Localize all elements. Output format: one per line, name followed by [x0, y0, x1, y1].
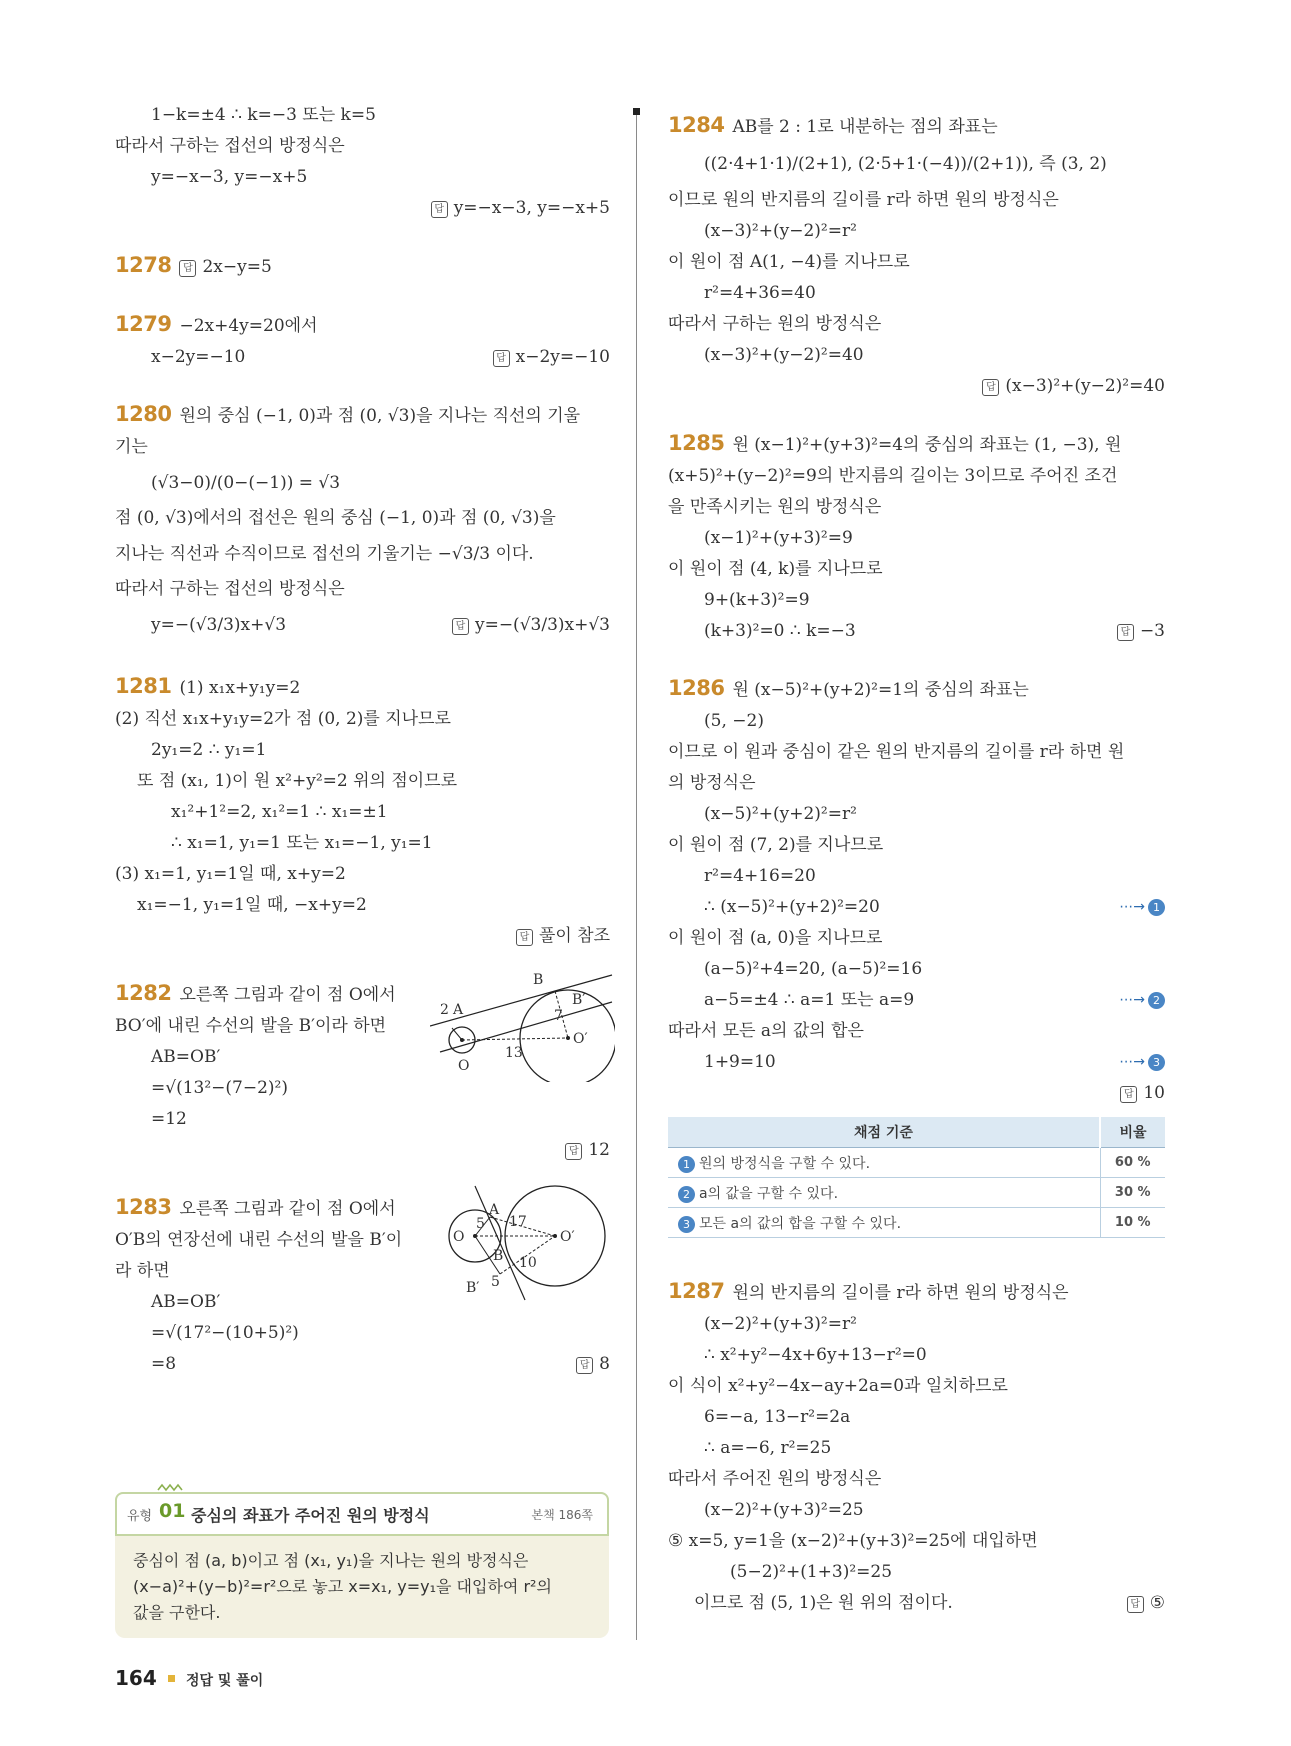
problem-text: AB를 2 : 1로 내분하는 점의 좌표는: [732, 117, 998, 137]
text-line: ⑤ x=5, y=1을 (x−2)²+(y+3)²=25에 대입하면: [668, 1531, 1038, 1551]
criterion-text: 원의 방정식을 구할 수 있다.: [699, 1155, 871, 1172]
answer: [576, 1349, 610, 1380]
fig-label-2: 2: [440, 1002, 449, 1018]
equation: 1+9=10: [704, 1052, 776, 1072]
equation: 9+(k+3)²=9: [704, 590, 810, 610]
answer: [516, 921, 610, 952]
table-row: [668, 1208, 1165, 1238]
text-line: 따라서 구하는 접선의 방정식은: [115, 579, 345, 599]
fig-label-17: 17: [509, 1214, 527, 1230]
text-line: 1−k=±4 ∴ k=−3 또는 k=5: [151, 105, 376, 125]
answer-icon: 답: [452, 618, 469, 635]
answer-line: [115, 921, 610, 952]
equation: (k+3)²=0 ∴ k=−3: [704, 621, 856, 641]
equation: (√3−0)/(0−(−1)) = √3: [151, 473, 341, 493]
equation: AB=OB′: [151, 1047, 221, 1067]
text-line: x₁=−1, y₁=1일 때, −x+y=2: [137, 895, 367, 915]
problem-number: 1278: [115, 253, 172, 277]
fig-label-7: 7: [554, 1008, 563, 1024]
text-line: 점 (0, √3)에서의 접선은 원의 중심 (−1, 0)과 점 (0, √3)을: [115, 508, 556, 528]
equation: ∴ a=−6, r²=25: [704, 1438, 832, 1458]
fig-label-5b: 5: [491, 1274, 500, 1290]
type-box: [115, 1492, 609, 1638]
text-line: 이므로 이 원과 중심이 같은 원의 반지름의 길이를 r라 하면 원: [668, 742, 1125, 762]
answer-icon: 답: [493, 350, 510, 367]
text-line: 의 방정식은: [668, 773, 756, 793]
text-line: 기는: [115, 437, 148, 457]
text-line: 이 원이 점 (7, 2)를 지나므로: [668, 835, 884, 855]
answer-icon: 답: [565, 1143, 582, 1160]
fig-label-O-prime: O′: [560, 1229, 575, 1245]
problem-1283: [115, 1192, 610, 1380]
problem-1285: [668, 428, 1165, 461]
text-line: 따라서 구하는 접선의 방정식은: [115, 136, 345, 156]
table-cell: 30 %: [1100, 1178, 1165, 1208]
answer-icon: 답: [1120, 1086, 1137, 1103]
answer-icon: 답: [516, 929, 533, 946]
text-line: 따라서 구하는 원의 방정식은: [668, 314, 882, 334]
step-mark-2: ⋯→ 2: [1119, 985, 1165, 1016]
table-row: [668, 1178, 1165, 1208]
equation-line: [668, 985, 1165, 1016]
text-line: 이 원이 점 A(1, −4)를 지나므로: [668, 252, 910, 272]
problem-text: 원 (x−1)²+(y+3)²=4의 중심의 좌표는 (1, −3), 원: [732, 435, 1122, 455]
answer: [1117, 616, 1165, 647]
equation: ∴ x₁=1, y₁=1 또는 x₁=−1, y₁=1: [171, 833, 433, 853]
text-line: BO′에 내린 수선의 발을 B′이라 하면: [115, 1016, 387, 1036]
answer-icon: 답: [1117, 624, 1134, 641]
column-divider: [636, 110, 637, 1640]
problem-1278: [115, 250, 610, 283]
text-line: 따라서 모든 a의 값의 합은: [668, 1021, 864, 1041]
step-number: 2: [1148, 992, 1165, 1009]
problem-number: 1284: [668, 113, 725, 137]
answer-icon: 답: [179, 260, 196, 277]
problem-number: 1280: [115, 402, 172, 426]
problem-text: 원의 반지름의 길이를 r라 하면 원의 방정식은: [732, 1283, 1069, 1303]
equation: (x−1)²+(y+3)²=9: [704, 528, 853, 548]
text-line: (3) x₁=1, y₁=1일 때, x+y=2: [115, 864, 346, 884]
equation: ∴ (x−5)²+(y+2)²=20: [704, 897, 880, 917]
table-cell: 2 a의 값을 구할 수 있다.: [668, 1178, 1100, 1208]
answer: [1120, 1078, 1165, 1109]
criterion-text: a의 값을 구할 수 있다.: [699, 1185, 839, 1202]
text-line: (2) 직선 x₁x+y₁y=2가 점 (0, 2)를 지나므로: [115, 709, 451, 729]
problem-1287: [668, 1276, 1165, 1309]
equation: (x−3)²+(y−2)²=r²: [704, 221, 857, 241]
equation: x₁²+1²=2, x₁²=1 ∴ x₁=±1: [171, 802, 388, 822]
problem-number: 1281: [115, 674, 172, 698]
equation-line: [668, 1588, 1165, 1619]
footer-square-icon: [168, 1675, 175, 1682]
answer: [565, 1135, 610, 1166]
answer-line: [115, 193, 610, 224]
equation-line: [115, 605, 610, 645]
fig-label-B-prime: B′: [466, 1280, 480, 1296]
equation-line: [668, 1047, 1165, 1078]
answer-text: (x−3)²+(y−2)²=40: [1005, 376, 1165, 396]
equation: ∴ x²+y²−4x+6y+13−r²=0: [704, 1345, 927, 1365]
answer-line: [668, 1078, 1165, 1109]
problem-number: 1287: [668, 1279, 725, 1303]
fig-label-5a: 5: [476, 1216, 485, 1232]
answer-line: [115, 1135, 610, 1166]
equation: r²=4+36=40: [704, 283, 816, 303]
equation-line: [668, 616, 1165, 647]
answer-icon: 답: [1127, 1596, 1144, 1613]
equation: (5−2)²+(1+3)²=25: [730, 1562, 893, 1582]
fig-label-O: O: [458, 1058, 470, 1074]
table-header: 채점 기준: [668, 1117, 1100, 1148]
table-cell: 3 모든 a의 값의 합을 구할 수 있다.: [668, 1208, 1100, 1238]
text-line: 지나는 직선과 수직이므로 접선의 기울기는 −√3/3 이다.: [115, 544, 534, 564]
step-number: 3: [1148, 1054, 1165, 1071]
table-header-row: [668, 1117, 1165, 1148]
problem-text: 오른쪽 그림과 같이 점 O에서: [179, 1199, 396, 1219]
answer: [452, 605, 610, 645]
tangent-figure-1283: [443, 1184, 613, 1309]
text-line: 이 원이 점 (a, 0)을 지나므로: [668, 928, 883, 948]
equation-line: [115, 342, 610, 373]
equation: a−5=±4 ∴ a=1 또는 a=9: [704, 990, 915, 1010]
step-number: 1: [1148, 899, 1165, 916]
answer-icon: 답: [982, 379, 999, 396]
table-row: [668, 1148, 1165, 1178]
answer: [982, 371, 1165, 402]
text-line: 라 하면: [115, 1261, 170, 1281]
type-ref: 본책 186쪽: [531, 1508, 593, 1522]
answer: [431, 193, 610, 224]
answer: [1127, 1588, 1165, 1619]
equation: (x−3)²+(y−2)²=40: [704, 345, 864, 365]
type-label: 유형: [127, 1509, 153, 1524]
step-mark-3: ⋯→ 3: [1119, 1047, 1165, 1078]
text-line: 이 식이 x²+y²−4x−ay+2a=0과 일치하므로: [668, 1376, 1008, 1396]
text-line: 이므로 점 (5, 1)은 원 위의 점이다.: [694, 1593, 953, 1613]
fig-label-A: A: [453, 1002, 464, 1018]
type-text: (x−a)²+(y−b)²=r²으로 놓고 x=x₁, y=y₁을 대입하여 r²의: [133, 1577, 552, 1596]
problem-1280: [115, 399, 610, 432]
problem-1286: [668, 673, 1165, 706]
equation: ((2·4+1·1)/(2+1), (2·5+1·(−4))/(2+1)), 즉 (3, 2): [704, 154, 1107, 174]
equation: 2y₁=2 ∴ y₁=1: [151, 740, 267, 760]
grading-table: [668, 1117, 1165, 1238]
answer-line: [668, 371, 1165, 402]
equation: =√(13²−(7−2)²): [151, 1078, 288, 1098]
equation: (5, −2): [704, 711, 764, 731]
answer-text: 풀이 참조: [538, 926, 610, 946]
criterion-text: 모든 a의 값의 합을 구할 수 있다.: [699, 1215, 902, 1232]
fig-label-B: B: [533, 972, 544, 988]
text-line: 이므로 원의 반지름의 길이를 r라 하면 원의 방정식은: [668, 190, 1059, 210]
equation: (x−2)²+(y+3)²=25: [704, 1500, 864, 1520]
problem-text: 원의 중심 (−1, 0)과 점 (0, √3)을 지나는 직선의 기울: [179, 406, 581, 426]
left-column: [115, 100, 610, 1380]
footer-label: 정답 및 풀이: [185, 1673, 264, 1689]
right-column: [668, 110, 1165, 1619]
fig-label-10: 10: [519, 1255, 537, 1271]
answer-text: x−2y=−10: [515, 347, 610, 367]
fig-label-13: 13: [505, 1045, 523, 1061]
equation: r²=4+16=20: [704, 866, 816, 886]
equation: =12: [151, 1109, 187, 1129]
table-cell: 1 원의 방정식을 구할 수 있다.: [668, 1148, 1100, 1178]
equation: (x−5)²+(y+2)²=r²: [704, 804, 857, 824]
equation: y=−x−3, y=−x+5: [151, 167, 308, 187]
answer-text: 10: [1143, 1083, 1165, 1103]
answer-text: 12: [588, 1140, 610, 1160]
equation: y=−(√3/3)x+√3: [151, 615, 287, 635]
type-text: 값을 구한다.: [133, 1603, 221, 1622]
page-number: 164: [115, 1666, 157, 1690]
page-footer: [115, 1666, 263, 1690]
equation: (x−2)²+(y+3)²=r²: [704, 1314, 857, 1334]
text-line: 또 점 (x₁, 1)이 원 x²+y²=2 위의 점이므로: [137, 771, 458, 791]
type-body: [115, 1536, 609, 1638]
problem-number: 1283: [115, 1195, 172, 1219]
answer-icon: 답: [431, 201, 448, 218]
equation-line: [115, 1349, 610, 1380]
type-number: 01: [159, 1500, 186, 1522]
equation: (a−5)²+4=20, (a−5)²=16: [704, 959, 923, 979]
fig-label-O-prime: O′: [573, 1031, 588, 1047]
answer-text: y=−x−3, y=−x+5: [453, 198, 610, 218]
tangent-figure-1282: [430, 970, 615, 1082]
problem-number: 1279: [115, 312, 172, 336]
problem-text: 오른쪽 그림과 같이 점 O에서: [179, 985, 396, 1005]
text-line: 을 만족시키는 원의 방정식은: [668, 497, 882, 517]
answer-text: 8: [599, 1354, 610, 1374]
problem-number: 1286: [668, 676, 725, 700]
text-line: 이 원이 점 (4, k)를 지나므로: [668, 559, 883, 579]
answer-text: y=−(√3/3)x+√3: [474, 615, 610, 635]
answer-text: 2x−y=5: [202, 257, 272, 277]
problem-1282: [115, 972, 610, 1166]
text-line: O′B의 연장선에 내린 수선의 발을 B′이: [115, 1230, 403, 1250]
answer-text: ⑤: [1149, 1593, 1165, 1613]
table-cell: 60 %: [1100, 1148, 1165, 1178]
fig-label-B-prime: B′: [572, 992, 586, 1008]
fig-label-A: A: [489, 1202, 500, 1218]
equation: 6=−a, 13−r²=2a: [704, 1407, 851, 1427]
equation: =√(17²−(10+5)²): [151, 1323, 299, 1343]
answer-text: −3: [1139, 621, 1165, 641]
answer: [493, 342, 610, 373]
type-title: 중심의 좌표가 주어진 원의 방정식: [191, 1506, 430, 1525]
fig-label-O: O: [453, 1229, 465, 1245]
table-header: 비율: [1100, 1117, 1165, 1148]
problem-1281: [115, 671, 610, 704]
problem-text: −2x+4y=20에서: [179, 316, 318, 336]
problem-number: 1282: [115, 981, 172, 1005]
type-header: [115, 1492, 609, 1536]
text-line: 따라서 주어진 원의 방정식은: [668, 1469, 882, 1489]
type-text: 중심이 점 (a, b)이고 점 (x₁, y₁)을 지나는 원의 방정식은: [133, 1551, 529, 1570]
equation-line: [668, 892, 1165, 923]
equation: =8: [151, 1354, 177, 1374]
step-mark-1: ⋯→ 1: [1119, 892, 1165, 923]
text-line: (x+5)²+(y−2)²=9의 반지름의 길이는 3이므로 주어진 조건: [668, 466, 1118, 486]
problem-number: 1285: [668, 431, 725, 455]
problem-text: 원 (x−5)²+(y+2)²=1의 중심의 좌표는: [732, 680, 1029, 700]
problem-1284: [668, 110, 1165, 143]
problem-text: (1) x₁x+y₁y=2: [179, 678, 301, 698]
equation: AB=OB′: [151, 1292, 221, 1312]
problem-1279: [115, 309, 610, 342]
fig-label-B: B: [493, 1248, 504, 1264]
table-cell: 10 %: [1100, 1208, 1165, 1238]
divider-marker: [633, 108, 640, 115]
equation: x−2y=−10: [151, 347, 246, 367]
answer-icon: 답: [576, 1357, 593, 1374]
